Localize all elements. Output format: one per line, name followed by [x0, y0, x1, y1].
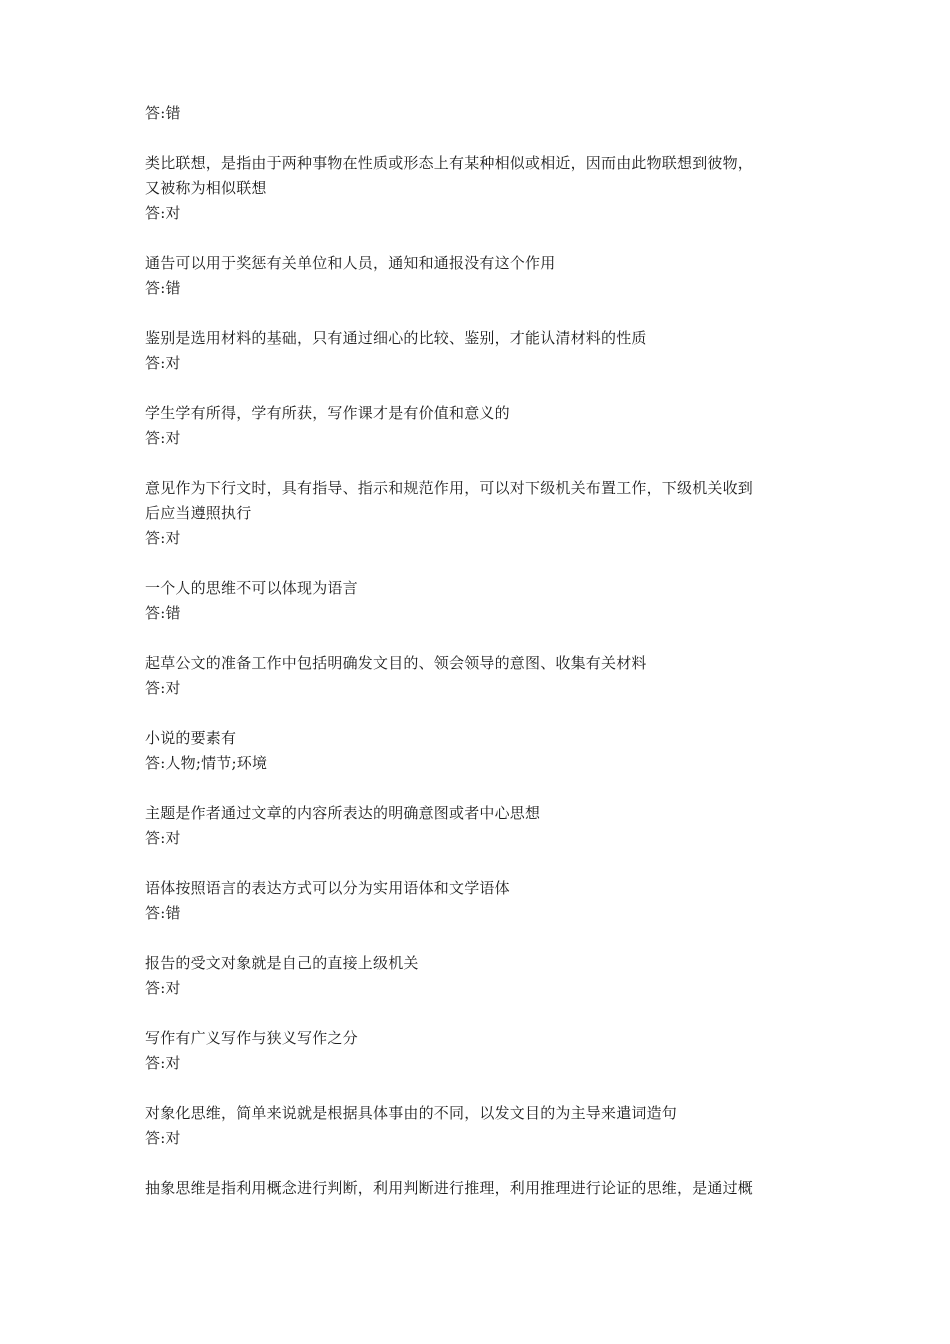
spacer — [145, 1151, 813, 1176]
spacer — [145, 1076, 813, 1101]
qa-item — [145, 151, 813, 226]
answer-text: 答:对 — [145, 204, 181, 222]
spacer — [145, 126, 813, 151]
question-text: 起草公文的准备工作中包括明确发文目的、领会领导的意图、收集有关材料 — [145, 654, 647, 672]
question-text: 写作有广义写作与狭义写作之分 — [145, 1029, 358, 1047]
answer-text: 答:对 — [145, 529, 181, 547]
question-text: 鉴别是选用材料的基础，只有通过细心的比较、鉴别，才能认清材料的性质 — [145, 329, 647, 347]
spacer — [145, 851, 813, 876]
spacer — [145, 626, 813, 651]
question-text: 对象化思维，简单来说就是根据具体事由的不同，以发文目的为主导来遣词造句 — [145, 1104, 678, 1122]
answer-text: 答:对 — [145, 354, 181, 372]
spacer — [145, 776, 813, 801]
answer-text: 答:人物;情节;环境 — [145, 754, 268, 772]
question-text: 意见作为下行文时，具有指导、指示和规范作用，可以对下级机关布置工作，下级机关收到 — [145, 479, 754, 497]
qa-item — [145, 1176, 813, 1201]
question-text-continued: 又被称为相似联想 — [145, 179, 267, 197]
question-text: 学生学有所得，学有所获，写作课才是有价值和意义的 — [145, 404, 510, 422]
qa-item — [145, 401, 813, 451]
spacer — [145, 376, 813, 401]
question-text: 语体按照语言的表达方式可以分为实用语体和文学语体 — [145, 879, 510, 897]
qa-item — [145, 651, 813, 701]
qa-item — [145, 251, 813, 301]
answer-text: 答:对 — [145, 829, 181, 847]
question-text: 主题是作者通过文章的内容所表达的明确意图或者中心思想 — [145, 804, 541, 822]
qa-item — [145, 1101, 813, 1151]
question-text: 类比联想，是指由于两种事物在性质或形态上有某种相似或相近，因而由此物联想到彼物， — [145, 154, 754, 172]
answer-text: 答:错 — [145, 104, 181, 122]
question-text: 一个人的思维不可以体现为语言 — [145, 579, 358, 597]
spacer — [145, 701, 813, 726]
answer-text: 答:对 — [145, 429, 181, 447]
qa-item — [145, 1026, 813, 1076]
question-text: 小说的要素有 — [145, 729, 237, 747]
question-text-continued: 后应当遵照执行 — [145, 504, 252, 522]
spacer — [145, 926, 813, 951]
qa-item — [145, 726, 813, 776]
qa-item — [145, 801, 813, 851]
answer-text: 答:对 — [145, 1054, 181, 1072]
qa-item — [145, 476, 813, 551]
question-text: 抽象思维是指利用概念进行判断，利用判断进行推理，利用推理进行论证的思维，是通过概 — [145, 1179, 754, 1197]
answer-text: 答:对 — [145, 679, 181, 697]
spacer — [145, 226, 813, 251]
qa-item — [145, 876, 813, 926]
spacer — [145, 551, 813, 576]
answer-text: 答:错 — [145, 279, 181, 297]
question-text: 通告可以用于奖惩有关单位和人员，通知和通报没有这个作用 — [145, 254, 556, 272]
question-text: 报告的受文对象就是自己的直接上级机关 — [145, 954, 419, 972]
answer-text: 答:对 — [145, 1129, 181, 1147]
document-content — [145, 101, 813, 1201]
answer-text: 答:错 — [145, 904, 181, 922]
spacer — [145, 451, 813, 476]
qa-item — [145, 951, 813, 1001]
qa-item — [145, 326, 813, 376]
answer-text: 答:对 — [145, 979, 181, 997]
answer-text: 答:错 — [145, 604, 181, 622]
spacer — [145, 1001, 813, 1026]
spacer — [145, 301, 813, 326]
qa-item — [145, 101, 813, 126]
qa-item — [145, 576, 813, 626]
